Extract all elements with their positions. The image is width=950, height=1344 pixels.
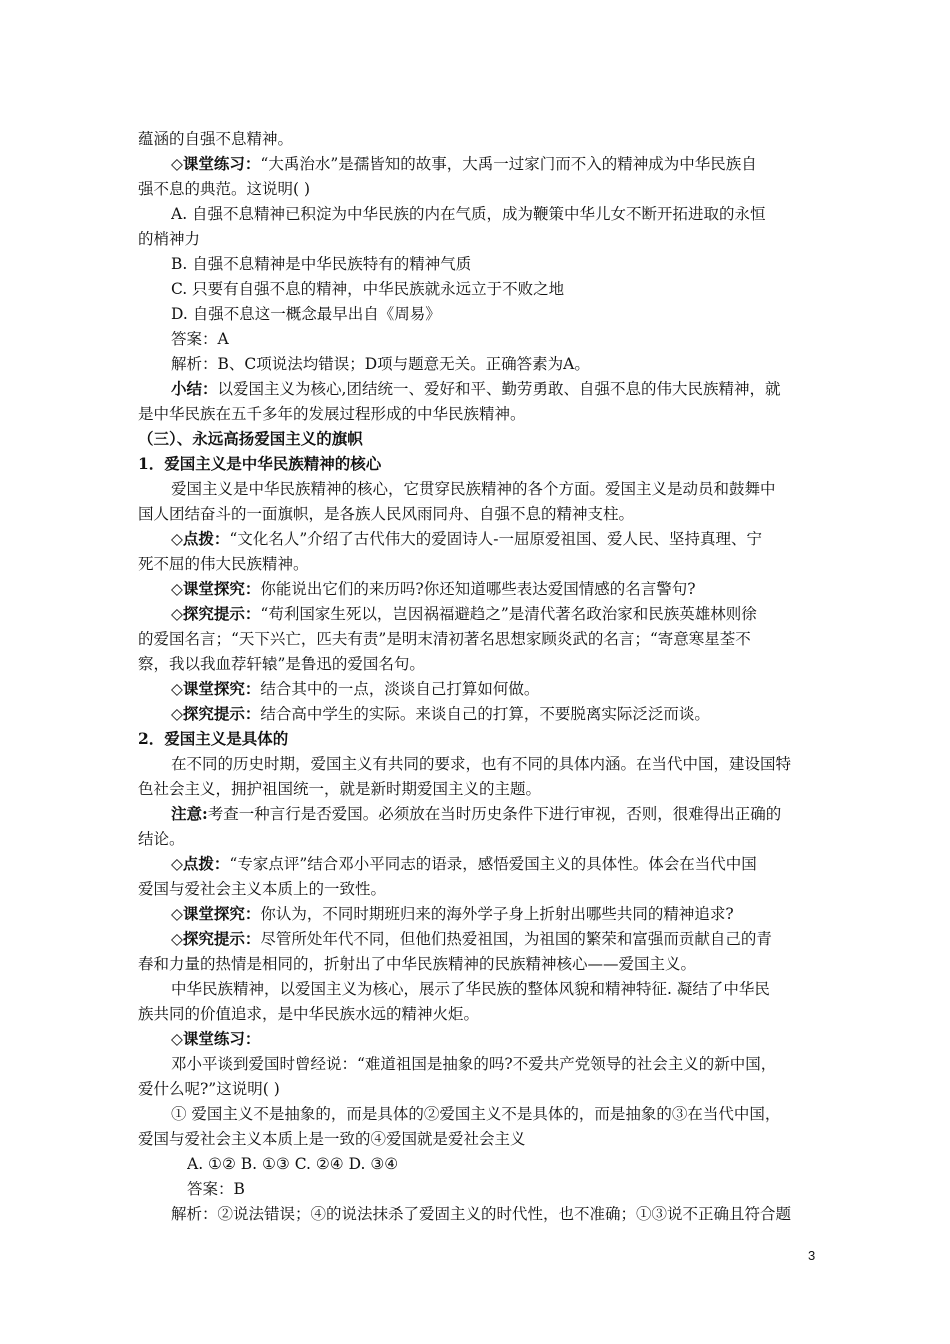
summary-label: 小结：: [171, 379, 218, 398]
hint-label: ◇探究提示：: [171, 929, 261, 948]
text-line: ◇探究提示：结合高中学生的实际。来谈自己的打算，不要脱离实际泛泛而谈。: [171, 704, 710, 723]
option-d: D. 自强不息这一概念最早出自《周易》: [171, 305, 441, 323]
text-line: 强不息的典范。这说明( ): [138, 180, 311, 198]
text-line: 爱什么呢?”这说明( ): [138, 1080, 280, 1098]
text-line: ① 爱国主义不是抽象的，而是具体的②爱国主义不是具体的，而是抽象的③在当代中国，: [171, 1105, 781, 1123]
text-line: 色社会主义，拥护祖国统一，就是新时期爱国主义的主题。: [138, 780, 542, 798]
text-line: 爱国主义是中华民族精神的核心，它贯穿民族精神的各个方面。爱国主义是动员和鼓舞中: [171, 480, 776, 498]
text-line: 在不同的历史时期，爱国主义有共同的要求，也有不同的具体内涵。在当代中国，建设国特: [171, 755, 792, 773]
exercise-label: ◇课堂练习：: [171, 154, 261, 173]
inquiry-label: ◇课堂探究：: [171, 904, 261, 923]
text-line: ◇课堂探究：结合其中的一点，淡谈自己打算如何做。: [171, 679, 540, 698]
text-line: 的梢神力: [138, 230, 201, 248]
text-line: ◇探究提示：“苟利国家生死以，岂因祸福避趋之”是清代著名政治家和民族英雄林则徐: [171, 604, 757, 623]
text-line: 是中华民族在五千多年的发展过程形成的中华民族精神。: [138, 405, 526, 423]
text-line: 爱国与爱社会主义本质上的一致性。: [138, 880, 387, 898]
note-label: 注意:: [171, 804, 208, 823]
text-line: 死不屈的伟大民族精神。: [138, 555, 309, 573]
text-line: 的爱国名言；“天下兴亡，匹夫有责”是明末清初著名思想家顾炎武的名言；“寄意寒星荃不: [138, 630, 751, 648]
answer: 答案：B: [187, 1180, 245, 1198]
question-text: 邓小平谈到爱国时曾经说：“难道祖国是抽象的吗?不爱共产党领导的社会主义的新中国，: [171, 1055, 777, 1073]
tip-label: ◇点拨：: [171, 854, 230, 873]
option-b: B. 自强不息精神是中华民族特有的精神气质: [171, 255, 472, 273]
text-line: 春和力量的热情是相同的，折射出了中华民族精神的民族精神核心——爱国主义。: [138, 955, 697, 973]
text-line: 结论。: [138, 830, 185, 848]
text-line: 族共同的价值追求，是中华民族水远的精神火炬。: [138, 1005, 480, 1023]
subsection-heading: 2．爱国主义是具体的: [138, 729, 289, 748]
option-c: C. 只要有自强不息的精神，中华民族就永远立于不败之地: [171, 280, 565, 298]
hint-label: ◇探究提示：: [171, 604, 261, 623]
text-line: 注意:考查一种言行是否爱国。必须放在当时历史条件下进行审视，否则，很难得出正确的: [171, 804, 782, 823]
text-line: [171, 1028, 851, 1050]
exercise-label: ◇课堂练习：: [171, 1029, 261, 1048]
hint-label: ◇探究提示：: [171, 704, 261, 723]
text-line: 中华民族精神，以爱国主义为核心，展示了华民族的整体风貌和精神特征. 凝结了中华民: [171, 980, 770, 998]
inquiry-label: ◇课堂探究：: [171, 579, 261, 598]
page-number: 3: [808, 1248, 816, 1263]
text-line: ◇点拨：“文化名人”介绍了古代伟大的爱固诗人-一屈原爱祖国、爱人民、坚持真理、宁: [171, 529, 763, 548]
text-line: 小结：以爱国主义为核心,团结统一、爱好和平、勤劳勇敢、自强不息的伟大民族精神，就: [171, 379, 781, 398]
text-line: ◇课堂探究：你认为，不同时期班归来的海外学子身上折射出哪些共同的精神追求?: [171, 904, 734, 923]
section-heading: （三）、永远高扬爱国主义的旗帜: [138, 429, 363, 448]
text-line: ◇探究提示：尽管所处年代不同，但他们热爱祖国，为祖国的繁荣和富强而贡献自己的青: [171, 929, 772, 948]
text-line: ◇课堂练习：“大禹治水”是孺皆知的故事，大禹一过家门而不入的精神成为中华民族自: [171, 154, 757, 173]
text-line: 察，我以我血荐轩辕”是鲁迅的爱国名句。: [138, 655, 425, 673]
inquiry-label: ◇课堂探究：: [171, 679, 261, 698]
text-line: ◇课堂探究：你能说出它们的来历吗?你还知道哪些表达爱国情感的名言警句?: [171, 579, 696, 598]
tip-label: ◇点拨：: [171, 529, 230, 548]
answer: 答案：A: [171, 330, 229, 348]
option-a: A. 自强不息精神已积淀为中华民族的内在气质，成为鞭策中华儿女不断开拓进取的永恒: [171, 205, 766, 223]
text-line: 爱国与爱社会主义本质上是一致的④爱国就是爱社会主义: [138, 1130, 526, 1148]
text-line: ◇点拨：“专家点评”结合邓小平同志的语录，感悟爱国主义的具体性。体会在当代中国: [171, 854, 757, 873]
analysis: 解析：②说法错误；④的说法抹杀了爱固主义的时代性，也不准确；①③说不正确且符合题: [171, 1205, 792, 1223]
text-line: 国人团结奋斗的一面旗帜，是各族人民风雨同舟、自强不息的精神支柱。: [138, 505, 635, 523]
analysis: 解析：B、C项说法均错误；D项与题意无关。正确答素为A。: [171, 355, 590, 373]
text-line: 蕴涵的自强不息精神。: [138, 130, 294, 148]
subsection-heading: 1．爱国主义是中华民族精神的核心: [138, 454, 382, 473]
options-row: A. ①② B. ①③ C. ②④ D. ③④: [187, 1155, 399, 1173]
